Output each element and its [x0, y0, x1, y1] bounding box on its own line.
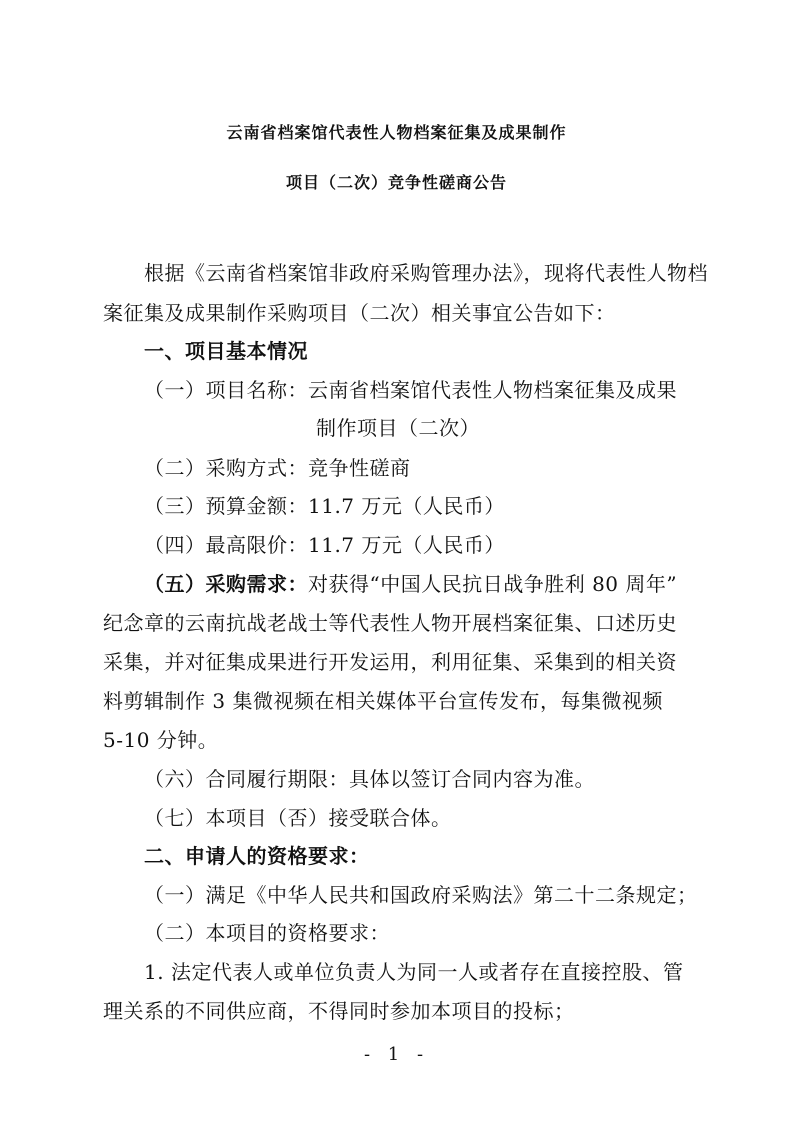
requirement-2: （二）本项目的资格要求：	[144, 921, 390, 945]
item-5-line-4: 料剪辑制作 3 集微视频在相关媒体平台宣传发布，每集微视频	[103, 689, 663, 713]
item-6: （六）合同履行期限：具体以签订合同内容为准。	[144, 767, 595, 791]
requirement-1: （一）满足《中华人民共和国政府采购法》第二十二条规定；	[144, 883, 698, 907]
item-5-line-2: 纪念章的云南抗战老战士等代表性人物开展档案征集、口述历史	[103, 611, 677, 635]
item-1-line-1: （一）项目名称：云南省档案馆代表性人物档案征集及成果	[144, 378, 677, 402]
intro-line-2: 案征集及成果制作采购项目（二次）相关事宜公告如下：	[103, 301, 616, 325]
item-5-text: 对获得“中国人民抗日战争胜利 80 周年”	[308, 572, 678, 596]
item-1-line-2: 制作项目（二次）	[316, 416, 480, 440]
title-line-2: 项目（二次）竞争性磋商公告	[285, 173, 507, 192]
item-4: （四）最高限价：11.7 万元（人民币）	[144, 533, 505, 557]
intro-line-1: 根据《云南省档案馆非政府采购管理办法》，现将代表性人物档	[144, 261, 708, 285]
requirement-2-1-line-2: 理关系的不同供应商，不得同时参加本项目的投标；	[103, 999, 575, 1023]
title-line-1: 云南省档案馆代表性人物档案征集及成果制作	[226, 123, 567, 142]
item-2: （二）采购方式：竞争性磋商	[144, 456, 411, 480]
page-number: - 1 -	[363, 1044, 430, 1065]
item-3: （三）预算金额：11.7 万元（人民币）	[144, 494, 505, 518]
item-5-line-5: 5-10 分钟。	[103, 728, 219, 752]
section-2-heading: 二、申请人的资格要求：	[144, 844, 370, 868]
item-5-line-1	[144, 574, 677, 594]
item-7: （七）本项目（否）接受联合体。	[144, 806, 452, 830]
requirement-2-1-line-1: 1. 法定代表人或单位负责人为同一人或者存在直接控股、管	[144, 960, 684, 984]
item-5-line-3: 采集，并对征集成果进行开发运用，利用征集、采集到的相关资	[103, 650, 677, 674]
item-5-label: （五）采购需求：	[144, 572, 308, 596]
section-1-heading: 一、项目基本情况	[144, 339, 308, 363]
